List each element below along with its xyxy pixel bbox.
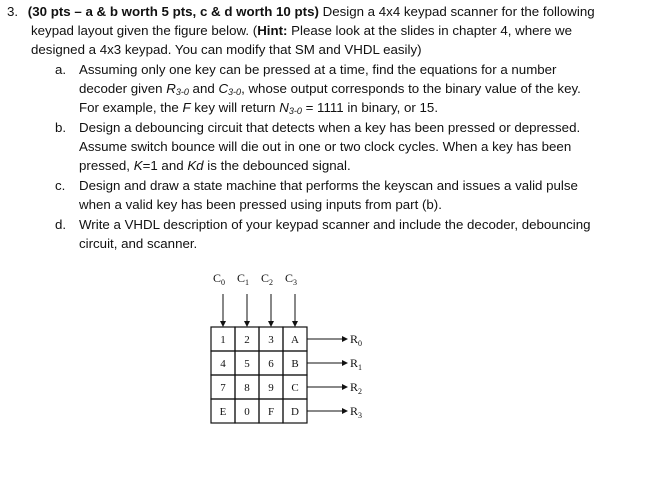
part-b-line-1: Design a debouncing circuit that detects when a key has been pressed or depressed. <box>79 120 581 135</box>
part-b-line-2: Assume switch bounce will die out in one or two clock cycles. When a key has been <box>79 139 572 154</box>
part-d-label: d. <box>55 217 67 232</box>
question-heading <box>7 3 595 20</box>
key-label: 8 <box>244 382 250 394</box>
question-points: (30 pts – a & b worth 5 pts, c & d worth 10 pts) <box>27 4 319 19</box>
key-label: B <box>291 358 299 370</box>
column-label-0: $C_0$ <box>212 271 226 287</box>
row-label-1: $R_1$ <box>350 356 363 372</box>
row-labels <box>350 332 362 420</box>
question-number: 3. <box>7 4 19 19</box>
key-label: 3 <box>268 334 274 346</box>
key-label: F <box>267 406 275 418</box>
key-label: 9 <box>268 382 274 394</box>
part-d-line-2: circuit, and scanner. <box>79 236 198 251</box>
column-label-2: $C_2$ <box>260 271 274 287</box>
keypad-grid <box>211 327 307 423</box>
row-label-3: $R_3$ <box>350 404 363 420</box>
part-a-line-3: For example, the F key will return $N_{3-0} = 1111$ in binary, or 15. <box>79 100 439 116</box>
part-a-line-2: decoder given $R_{3-0}$ and $C_{3-0}$, whose output corresponds to the binary value of the key. <box>79 81 581 97</box>
question-title: Design a 4x4 keypad scanner for the following <box>318 4 595 19</box>
part-d-line-1: Write a VHDL description of your keypad scanner and include the decoder, debouncing <box>79 217 591 232</box>
row-label-0: $R_0$ <box>350 332 363 348</box>
part-a-line-1: Assuming only one key can be pressed at a time, find the equations for a number <box>79 62 557 77</box>
part-c-line-1: Design and draw a state machine that performs the keyscan and issues a valid pulse <box>79 178 578 193</box>
part-c-label: c. <box>55 178 66 193</box>
key-label: 5 <box>244 358 250 370</box>
key-label: 2 <box>244 334 250 346</box>
key-label: C <box>291 382 299 394</box>
part-c-line-2: when a valid key has been pressed using inputs from part (b). <box>79 197 442 212</box>
column-label-3: $C_3$ <box>284 271 298 287</box>
part-a-label: a. <box>55 62 67 77</box>
key-label: 0 <box>244 406 250 418</box>
key-label: 7 <box>220 382 226 394</box>
key-label: D <box>291 406 299 418</box>
question-line-2: keypad layout given the figure below. (Hint: Please look at the slides in chapter 4, where we <box>31 23 573 38</box>
part-b-label: b. <box>55 120 67 135</box>
row-arrows <box>307 339 347 411</box>
column-labels <box>213 271 297 287</box>
hint-label: Hint: <box>257 23 288 38</box>
column-label-1: $C_1$ <box>236 271 250 287</box>
key-label: 6 <box>268 358 274 370</box>
keypad-figure <box>200 262 460 442</box>
key-label: A <box>291 334 299 346</box>
row-label-2: $R_2$ <box>350 380 363 396</box>
question-line-3: designed a 4x3 keypad. You can modify that SM and VHDL easily) <box>31 42 422 57</box>
column-arrows <box>223 294 295 326</box>
key-label: E <box>219 406 227 418</box>
part-b-line-3: pressed, K=1 and Kd is the debounced signal. <box>79 158 351 173</box>
key-label: 4 <box>220 358 226 370</box>
key-label: 1 <box>220 334 226 346</box>
